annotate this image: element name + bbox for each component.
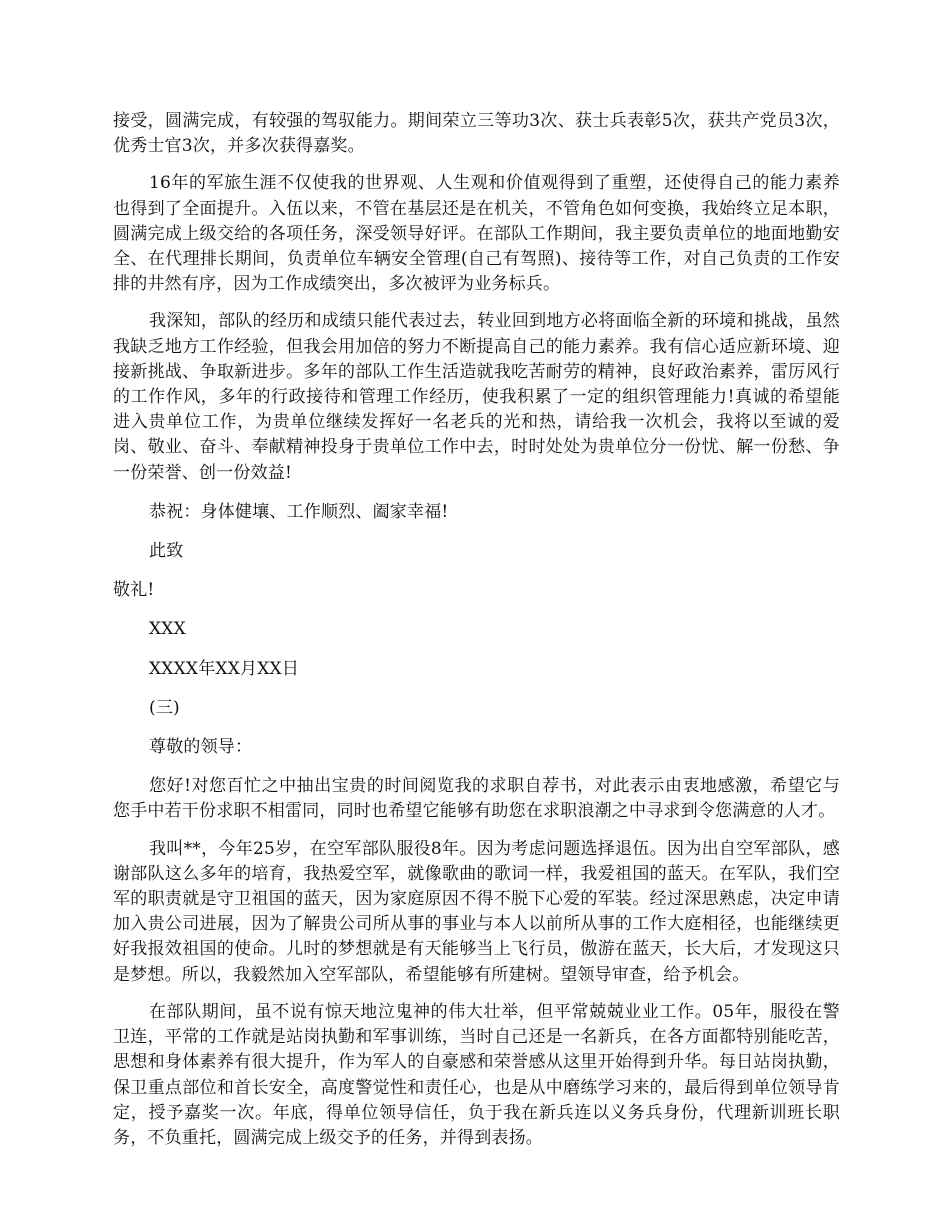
signature-date: XXXX年XX月XX日 <box>149 658 300 679</box>
signature-name: XXX <box>149 619 186 640</box>
paragraph-service-experience: 在部队期间，虽不说有惊天地泣鬼神的伟大壮举，但平常兢兢业业工作。05年，服役在警卫连，平常的工作就是站岗执勤和军事训练，当时自己还是一名新兵，在各方面都特别能吃苦，思想和身体素养有很大提升，作为军人的自豪感和荣誉感从这里开始得到升华。每日站岗执勤，保卫重点部位和首长安全，高度警觉性和责任心，也是从中磨练学习来的，最后得到单位领导肯定，授予嘉奖一次。年底，得单位领导信任，负于我在新兵连以义务兵身份，代理新训班长职务，不负重托，圆满完成上级交予的任务，并得到表扬。 <box>113 1001 840 1148</box>
paragraph-awards: 接受，圆满完成，有较强的驾驭能力。期间荣立三等功3次、获士兵表彰5次，获共产党员3次，优秀士官3次，并多次获得嘉奖。 <box>113 111 840 157</box>
section-heading-three: (三) <box>149 697 180 718</box>
paragraph-transition: 我深知，部队的经历和成绩只能代表过去，转业回到地方必将面临全新的环境和挑战，虽然我缺乏地方工作经验，但我会用加倍的努力不断提高自己的能力素养。我有信心适应新环境、迎接新挑战、争取新进步。多年的部队工作生活造就我吃苦耐劳的精神，良好政治素养，雷厉风行的工作作风，多年的行政接待和管理工作经历，使我积累了一定的组织管理能力!真诚的希望能进入贵单位工作，为贵单位继续发挥好一名老兵的光和热，请给我一次机会，我将以至诚的爱岗、敬业、奋斗、奉献精神投身于贵单位工作中去，时时处处为贵单位分一份忧、解一份愁、争一份荣誉、创一份效益! <box>113 311 840 483</box>
document-page <box>113 109 840 1151</box>
closing-cizhi: 此致 <box>149 541 184 562</box>
paragraph-military-career: 16年的军旅生涯不仅使我的世界观、人生观和价值观得到了重塑，还使得自己的能力素养也得到了全面提升。入伍以来，不管在基层还是在机关，不管角色如何变换，我始终立足本职，圆满完成上级交给的各项任务，深受领导好评。在部队工作期间，我主要负责单位的地面地勤安全、在代理排长期间，负责单位车辆安全管理(自己有驾照)、接待等工作，对自己负责的工作安排的井然有序，因为工作成绩突出，多次被评为业务标兵。 <box>113 173 840 295</box>
paragraph-greeting: 您好!对您百忙之中抽出宝贵的时间阅览我的求职自荐书，对此表示由衷地感激，希望它与您手中若干份求职不相雷同，同时也希望它能够有助您在求职浪潮之中寻求到令您满意的人才。 <box>113 776 840 822</box>
paragraph-introduction: 我叫**，今年25岁，在空军部队服役8年。因为考虑问题选择退伍。因为出自空军部队，感谢部队这么多年的培育，我热爱空军，就像歌曲的歌词一样，我爱祖国的蓝天。在军队，我们空军的职责就是守卫祖国的蓝天，因为家庭原因不得不脱下心爱的军装。经过深思熟虑，决定申请加入贵公司进展，因为了解贵公司所从事的事业与本人以前所从事的工作大庭相径，也能继续更好我报效祖国的使命。儿时的梦想就是有天能够当上飞行员，傲游在蓝天，长大后，才发现这只是梦想。所以，我毅然加入空军部队，希望能够有所建树。望领导审查，给予机会。 <box>113 838 840 985</box>
salutation: 尊敬的领导： <box>149 737 253 758</box>
paragraph-blessing: 恭祝：身体健壤、工作顺烈、阖家幸福! <box>149 501 449 522</box>
closing-jingli: 敬礼! <box>113 580 155 601</box>
